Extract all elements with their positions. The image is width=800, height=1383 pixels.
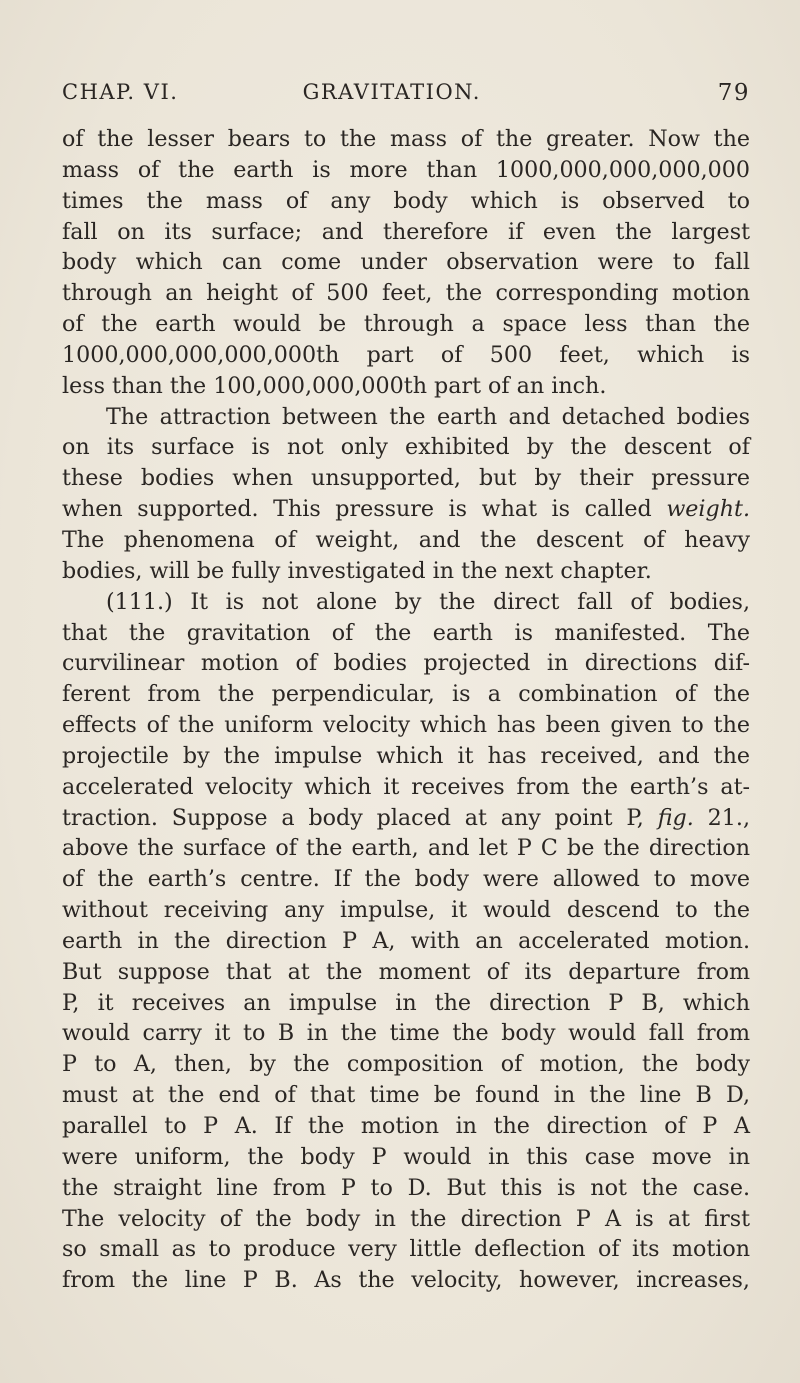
text-line: (111.) It is not alone by the direct fall of bodies, bbox=[106, 588, 750, 615]
text-line: would carry it to B in the time the body would fall from bbox=[62, 1020, 750, 1047]
text-line: on its surface is not only exhibited by the descent of bbox=[62, 434, 750, 461]
running-head bbox=[62, 80, 750, 110]
page-number: 79 bbox=[717, 80, 750, 106]
text-line: P, it receives an impulse in the direction P B, which bbox=[62, 989, 750, 1016]
text-line: fall on its surface; and therefore if even the largest bbox=[62, 218, 750, 245]
text-line: from the line P B. As the velocity, however, increases, bbox=[62, 1267, 750, 1294]
text-line: through an height of 500 feet, the corresponding motion bbox=[62, 280, 750, 307]
text-line: The phenomena of weight, and the descent of heavy bbox=[62, 526, 750, 553]
text-line: these bodies when unsupported, but by their pressure bbox=[62, 465, 750, 492]
text-line: effects of the uniform velocity which has been given to the bbox=[62, 712, 750, 739]
text-line: earth in the direction P A, with an accelerated motion. bbox=[62, 927, 750, 954]
text-line: above the surface of the earth, and let P C be the direction bbox=[62, 835, 750, 862]
text-line: that the gravitation of the earth is manifested. The bbox=[62, 619, 750, 646]
text-line: must at the end of that time be found in the line B D, bbox=[62, 1082, 750, 1109]
chapter-label: CHAP. VI. bbox=[62, 80, 179, 104]
text-line: The attraction between the earth and detached bodies bbox=[106, 403, 750, 430]
text-line: 1000,000,000,000,000th part of 500 feet, which is bbox=[62, 341, 750, 368]
text-line: curvilinear motion of bodies projected in directions dif- bbox=[62, 650, 750, 677]
body-text bbox=[62, 124, 750, 1296]
text-line: of the earth would be through a space less than the bbox=[62, 311, 750, 338]
text-line: the straight line from P to D. But this is not the case. bbox=[62, 1174, 750, 1201]
text-line: parallel to P A. If the motion in the direction of P A bbox=[62, 1113, 750, 1139]
text-line: so small as to produce very little deflection of its motion bbox=[62, 1236, 750, 1263]
section-title: GRAVITATION. bbox=[302, 80, 481, 104]
text-line: when supported. This pressure is what is called weight. bbox=[62, 496, 750, 523]
text-line: without receiving any impulse, it would descend to the bbox=[62, 897, 750, 924]
text-line: The velocity of the body in the direction P A is at first bbox=[62, 1205, 750, 1232]
text-line: of the lesser bears to the mass of the greater. Now the bbox=[62, 126, 750, 152]
text-line: bodies, will be fully investigated in the next chapter. bbox=[62, 557, 652, 584]
text-line: times the mass of any body which is observed to bbox=[62, 187, 750, 214]
text-line: But suppose that at the moment of its departure from bbox=[62, 958, 750, 985]
text-line: projectile by the impulse which it has received, and the bbox=[62, 742, 750, 769]
text-line: P to A, then, by the composition of motion, the body bbox=[62, 1051, 750, 1078]
text-line: accelerated velocity which it receives from the earth’s at- bbox=[62, 773, 750, 800]
text-line: were uniform, the body P would in this case move in bbox=[62, 1143, 750, 1170]
text-line: less than the 100,000,000,000th part of an inch. bbox=[62, 372, 607, 399]
text-line: ferent from the perpendicular, is a combination of the bbox=[62, 681, 750, 708]
text-line: body which can come under observation were to fall bbox=[62, 249, 750, 276]
text-line: of the earth’s centre. If the body were allowed to move bbox=[62, 866, 750, 893]
text-line: traction. Suppose a body placed at any point P, fig. 21., bbox=[62, 804, 750, 831]
text-line: mass of the earth is more than 1000,000,000,000,000 bbox=[62, 156, 750, 183]
